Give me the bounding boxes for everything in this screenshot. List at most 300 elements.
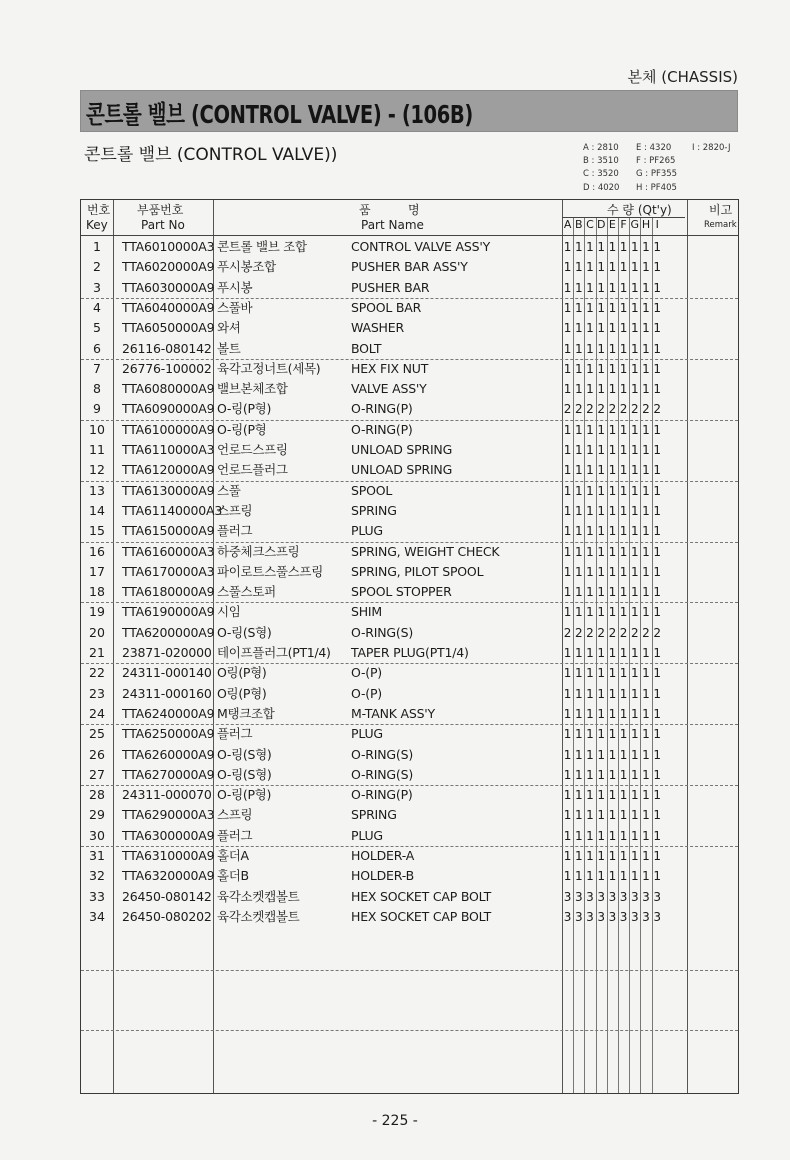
qty-cell: 1 xyxy=(619,788,628,803)
qty-cell: 1 xyxy=(597,443,605,457)
qty-cell: 1 xyxy=(630,788,639,803)
blank-separator xyxy=(81,1030,738,1031)
key-cell: 13 xyxy=(89,482,105,498)
table-row xyxy=(81,501,687,521)
part-name-en-cell: O-(P) xyxy=(351,665,382,681)
part-name-kr-cell: 푸시봉 xyxy=(217,279,253,295)
part-number-cell: TTA6290000A3 xyxy=(122,807,215,823)
qty-cell: 3 xyxy=(653,889,661,904)
qty-letter-header: E xyxy=(608,218,616,231)
part-name-kr-cell: 언로드스프링 xyxy=(217,442,288,457)
qty-cell: 1 xyxy=(563,260,572,275)
qty-cell: 1 xyxy=(630,341,639,356)
qty-cell: 3 xyxy=(597,889,605,904)
qty-cell: 1 xyxy=(619,747,628,762)
key-cell: 20 xyxy=(89,624,105,640)
legend-entry: I : 2820-J xyxy=(692,143,731,153)
part-name-kr-cell: 밸브본체조합 xyxy=(217,381,288,397)
qty-cell: 1 xyxy=(653,463,661,478)
qty-cell: 1 xyxy=(586,564,594,579)
qty-cell: 1 xyxy=(653,361,661,376)
qty-cell: 1 xyxy=(619,300,628,315)
table-row xyxy=(81,582,687,602)
qty-cell: 1 xyxy=(586,605,594,620)
qty-cell: 1 xyxy=(619,585,628,600)
qty-cell: 1 xyxy=(653,503,661,518)
qty-cell: 1 xyxy=(642,300,650,315)
qty-cell: 1 xyxy=(574,544,583,559)
table-row xyxy=(81,278,687,298)
part-name-kr-cell: 육각고정너트(세목) xyxy=(217,360,321,376)
qty-cell: 2 xyxy=(563,625,572,640)
qty-cell: 1 xyxy=(597,747,605,762)
qty-cell: 1 xyxy=(586,706,594,721)
table-row xyxy=(81,805,687,825)
qty-cell: 1 xyxy=(563,605,572,620)
qty-cell: 1 xyxy=(574,443,583,457)
qty-cell: 1 xyxy=(653,686,661,701)
legend-entry: B : 3510 xyxy=(583,156,619,167)
title-banner xyxy=(80,90,738,132)
part-number-cell: TTA6150000A9 xyxy=(122,523,215,539)
qty-cell: 1 xyxy=(619,706,628,721)
key-cell: 2 xyxy=(93,259,101,275)
part-number-cell: TTA6160000A3 xyxy=(122,543,215,559)
part-name-kr-cell: 육각소켓캡볼트 xyxy=(217,908,300,924)
part-number-cell: 24311-000160 xyxy=(122,685,212,701)
qty-cell: 1 xyxy=(597,321,605,336)
name-header-en: Part Name xyxy=(361,218,424,232)
table-row xyxy=(81,663,687,683)
remark-header-kr: 비고 xyxy=(709,203,733,217)
part-name-kr-cell: O-링(S형) xyxy=(217,766,272,782)
part-name-en-cell: SPRING, PILOT SPOOL xyxy=(351,563,484,579)
qty-cell: 1 xyxy=(586,361,594,376)
qty-cell: 1 xyxy=(642,706,650,721)
name-header-kr-1: 품 xyxy=(359,203,371,217)
qty-cell: 1 xyxy=(608,240,617,254)
qty-cell: 1 xyxy=(574,646,583,660)
qty-cell: 1 xyxy=(597,260,605,275)
qty-cell: 1 xyxy=(574,321,583,336)
qty-cell: 1 xyxy=(630,382,639,397)
qty-cell: 1 xyxy=(630,544,639,559)
qty-cell: 1 xyxy=(653,727,661,742)
qty-cell: 1 xyxy=(653,300,661,315)
qty-cell: 1 xyxy=(619,564,628,579)
legend-entry: D : 4020 xyxy=(583,182,620,193)
qty-cell: 1 xyxy=(608,788,617,803)
qty-cell: 1 xyxy=(586,300,594,315)
part-name-kr-cell: 와셔 xyxy=(217,320,241,336)
qty-cell: 1 xyxy=(642,808,650,823)
qty-cell: 1 xyxy=(608,727,617,742)
qty-cell: 2 xyxy=(563,402,572,417)
qty-cell: 1 xyxy=(642,382,650,397)
qty-cell: 1 xyxy=(642,240,650,254)
qty-cell: 1 xyxy=(630,666,639,681)
part-name-en-cell: HEX SOCKET CAP BOLT xyxy=(351,888,492,904)
part-number-cell: TTA6320000A9 xyxy=(122,868,215,884)
qty-cell: 1 xyxy=(563,382,572,397)
part-name-kr-cell: 육각소켓캡볼트 xyxy=(217,888,300,904)
qty-cell: 1 xyxy=(653,747,661,762)
part-name-en-cell: PLUG xyxy=(351,726,383,742)
key-cell: 31 xyxy=(89,848,105,863)
key-cell: 19 xyxy=(89,604,105,620)
qty-cell: 1 xyxy=(608,503,617,518)
header-divider xyxy=(81,235,738,236)
qty-cell: 1 xyxy=(586,382,594,397)
qty-cell: 1 xyxy=(574,727,583,742)
key-cell: 17 xyxy=(89,563,105,579)
qty-cell: 1 xyxy=(574,869,583,884)
part-name-en-cell: SPRING xyxy=(351,502,397,518)
part-name-en-cell: SPOOL STOPPER xyxy=(351,584,452,600)
qty-cell: 1 xyxy=(608,686,617,701)
qty-cell: 1 xyxy=(586,524,594,539)
table-row xyxy=(81,684,687,704)
part-number-cell: 26450-080202 xyxy=(122,908,212,924)
key-cell: 12 xyxy=(89,462,105,478)
qty-cell: 1 xyxy=(642,483,650,498)
qty-cell: 1 xyxy=(563,443,572,457)
qty-cell: 1 xyxy=(597,605,605,620)
qty-cell: 1 xyxy=(608,321,617,336)
qty-cell: 1 xyxy=(619,524,628,539)
qty-cell: 1 xyxy=(642,503,650,518)
qty-cell: 1 xyxy=(653,849,661,863)
qty-cell: 1 xyxy=(563,727,572,742)
qty-cell: 1 xyxy=(642,463,650,478)
table-row xyxy=(81,339,687,359)
qty-cell: 3 xyxy=(630,909,639,924)
qty-cell: 1 xyxy=(574,686,583,701)
part-name-kr-cell: M탱크조합 xyxy=(217,705,275,721)
qty-cell: 1 xyxy=(642,564,650,579)
group-separator xyxy=(81,724,738,725)
part-name-kr-cell: 하중체크스프링 xyxy=(217,543,300,559)
table-row xyxy=(81,440,687,460)
part-number-cell: TTA6190000A9 xyxy=(122,604,215,620)
qty-cell: 1 xyxy=(619,280,628,295)
part-number-cell: 23871-020000 xyxy=(122,645,212,660)
qty-cell: 1 xyxy=(586,727,594,742)
qty-cell: 1 xyxy=(563,828,572,843)
qty-cell: 3 xyxy=(619,909,628,924)
table-row xyxy=(81,887,687,907)
key-cell: 28 xyxy=(89,787,105,803)
qty-cell: 2 xyxy=(608,625,617,640)
part-number-cell: TTA6180000A9 xyxy=(122,584,215,600)
part-number-cell: TTA6170000A3 xyxy=(122,563,215,579)
qty-cell: 3 xyxy=(586,889,594,904)
qty-cell: 1 xyxy=(653,869,661,884)
key-cell: 26 xyxy=(89,746,105,762)
qty-cell: 1 xyxy=(653,706,661,721)
legend-entry: A : 2810 xyxy=(583,143,619,153)
part-name-kr-cell: O-링(P형) xyxy=(217,787,272,803)
qty-cell: 1 xyxy=(563,788,572,803)
qty-cell: 1 xyxy=(608,869,617,884)
qty-cell: 1 xyxy=(608,341,617,356)
key-cell: 10 xyxy=(89,421,105,437)
qty-cell: 3 xyxy=(608,909,617,924)
qty-cell: 1 xyxy=(608,828,617,843)
qty-cell: 2 xyxy=(597,402,605,417)
key-cell: 11 xyxy=(89,442,105,457)
qty-cell: 1 xyxy=(630,747,639,762)
key-cell: 4 xyxy=(93,299,101,315)
qty-cell: 1 xyxy=(653,422,661,437)
part-name-kr-cell: O링(P형) xyxy=(217,665,267,681)
qty-cell: 2 xyxy=(619,402,628,417)
qty-cell: 1 xyxy=(563,767,572,782)
qty-cell: 1 xyxy=(586,483,594,498)
qty-cell: 1 xyxy=(608,483,617,498)
qty-cell: 1 xyxy=(630,767,639,782)
qty-cell: 1 xyxy=(642,524,650,539)
qty-cell: 1 xyxy=(574,828,583,843)
qty-cell: 1 xyxy=(619,382,628,397)
part-number-cell: TTA6250000A9 xyxy=(122,726,215,742)
qty-cell: 1 xyxy=(608,646,617,660)
qty-cell: 1 xyxy=(619,767,628,782)
qty-cell: 1 xyxy=(619,260,628,275)
qty-cell: 1 xyxy=(630,808,639,823)
qty-cell: 1 xyxy=(563,849,572,863)
qty-cell: 1 xyxy=(574,463,583,478)
key-cell: 34 xyxy=(89,908,105,924)
part-name-kr-cell: 스풀스토퍼 xyxy=(217,584,276,600)
qty-cell: 1 xyxy=(619,463,628,478)
qty-cell: 1 xyxy=(574,483,583,498)
qty-cell: 1 xyxy=(619,483,628,498)
qty-cell: 1 xyxy=(653,666,661,681)
part-name-en-cell: PLUG xyxy=(351,827,383,843)
part-number-cell: TTA6310000A9 xyxy=(122,848,215,863)
table-row xyxy=(81,379,687,399)
qty-cell: 1 xyxy=(630,240,639,254)
section-label: 본체 (CHASSIS) xyxy=(627,68,738,86)
qty-cell: 1 xyxy=(608,767,617,782)
part-name-en-cell: M-TANK ASS'Y xyxy=(351,705,435,721)
part-name-en-cell: O-RING(S) xyxy=(351,624,413,640)
part-name-en-cell: HOLDER-A xyxy=(351,848,415,863)
qty-cell: 1 xyxy=(653,382,661,397)
qty-cell: 1 xyxy=(586,240,594,254)
part-number-cell: TTA6050000A9 xyxy=(122,320,215,336)
qty-cell: 1 xyxy=(642,361,650,376)
qty-cell: 1 xyxy=(574,564,583,579)
qty-cell: 1 xyxy=(563,361,572,376)
qty-cell: 1 xyxy=(619,727,628,742)
qty-cell: 2 xyxy=(642,625,650,640)
qty-cell: 1 xyxy=(574,361,583,376)
model-legend-col-2 xyxy=(636,142,677,195)
qty-cell: 1 xyxy=(642,443,650,457)
qty-cell: 1 xyxy=(619,869,628,884)
qty-cell: 1 xyxy=(586,828,594,843)
table-row xyxy=(81,704,687,724)
part-number-cell: TTA6110000A3 xyxy=(122,442,215,457)
table-row xyxy=(81,623,687,643)
qty-cell: 1 xyxy=(630,422,639,437)
qty-cell: 1 xyxy=(653,605,661,620)
qty-cell: 1 xyxy=(642,686,650,701)
key-cell: 22 xyxy=(89,665,105,681)
qty-cell: 3 xyxy=(563,909,572,924)
qty-cell: 1 xyxy=(597,280,605,295)
qty-cell: 1 xyxy=(597,483,605,498)
part-name-en-cell: CONTROL VALVE ASS'Y xyxy=(351,239,491,254)
part-name-kr-cell: O-링(P형 xyxy=(217,421,267,437)
table-row xyxy=(81,318,687,338)
qty-cell: 1 xyxy=(586,686,594,701)
part-number-cell: TTA6080000A9 xyxy=(122,381,215,397)
part-name-en-cell: SPOOL BAR xyxy=(351,299,422,315)
qty-cell: 1 xyxy=(586,666,594,681)
qty-cell: 1 xyxy=(563,300,572,315)
qty-letter-header: D xyxy=(596,218,606,231)
qty-cell: 1 xyxy=(574,422,583,437)
qty-cell: 1 xyxy=(597,828,605,843)
qty-cell: 1 xyxy=(563,483,572,498)
table-row xyxy=(81,257,687,277)
qty-cell: 1 xyxy=(574,260,583,275)
qty-cell: 1 xyxy=(574,341,583,356)
qty-cell: 1 xyxy=(586,585,594,600)
qty-cell: 1 xyxy=(586,260,594,275)
name-header-kr-2: 명 xyxy=(408,203,420,217)
qty-cell: 1 xyxy=(630,686,639,701)
qty-cell: 1 xyxy=(563,808,572,823)
part-name-en-cell: SPRING, WEIGHT CHECK xyxy=(351,543,500,559)
qty-cell: 1 xyxy=(586,808,594,823)
part-number-cell: TTA6010000A3 xyxy=(122,239,215,254)
qty-cell: 1 xyxy=(563,280,572,295)
remark-header-en: Remark xyxy=(704,220,737,230)
qty-cell: 1 xyxy=(642,727,650,742)
qty-cell: 1 xyxy=(619,686,628,701)
qty-cell: 3 xyxy=(574,909,583,924)
part-name-en-cell: SPRING xyxy=(351,807,397,823)
table-row xyxy=(81,562,687,582)
qty-cell: 1 xyxy=(574,666,583,681)
table-row xyxy=(81,826,687,846)
part-number-cell: TTA6300000A9 xyxy=(122,827,215,843)
part-name-kr-cell: 플러그 xyxy=(217,827,253,843)
qty-cell: 1 xyxy=(619,341,628,356)
qty-cell: 1 xyxy=(653,240,661,254)
qty-cell: 1 xyxy=(619,361,628,376)
table-row xyxy=(81,399,687,419)
part-name-kr-cell: 콘트롤 밸브 조합 xyxy=(217,239,307,254)
part-number-cell: TTA6040000A9 xyxy=(122,299,215,315)
part-name-en-cell: O-RING(P) xyxy=(351,787,413,803)
column-divider xyxy=(687,200,688,1093)
key-cell: 18 xyxy=(89,584,105,600)
qty-cell: 3 xyxy=(630,889,639,904)
key-cell: 24 xyxy=(89,705,105,721)
qty-cell: 1 xyxy=(608,544,617,559)
table-row xyxy=(81,643,687,663)
qty-cell: 1 xyxy=(619,503,628,518)
qty-cell: 1 xyxy=(608,666,617,681)
legend-entry: C : 3520 xyxy=(583,169,619,180)
qty-cell: 1 xyxy=(563,666,572,681)
qty-cell: 1 xyxy=(574,240,583,254)
qty-cell: 2 xyxy=(653,625,661,640)
part-number-cell: 24311-000070 xyxy=(122,787,212,803)
key-cell: 21 xyxy=(89,645,105,660)
qty-cell: 1 xyxy=(653,828,661,843)
qty-cell: 1 xyxy=(642,605,650,620)
part-name-en-cell: SHIM xyxy=(351,604,383,620)
qty-cell: 3 xyxy=(563,889,572,904)
qty-cell: 1 xyxy=(630,727,639,742)
qty-cell: 1 xyxy=(563,341,572,356)
group-separator xyxy=(81,846,738,847)
qty-cell: 1 xyxy=(597,240,605,254)
qty-cell: 1 xyxy=(642,280,650,295)
part-name-kr-cell: 테이프플러그(PT1/4) xyxy=(217,645,331,660)
group-separator xyxy=(81,542,738,543)
qty-cell: 1 xyxy=(630,706,639,721)
qty-cell: 1 xyxy=(608,382,617,397)
part-name-en-cell: PLUG xyxy=(351,523,383,539)
partno-header-en: Part No xyxy=(141,218,185,232)
qty-cell: 1 xyxy=(630,321,639,336)
part-number-cell: TTA61140000A3 xyxy=(122,502,223,518)
qty-cell: 1 xyxy=(586,341,594,356)
part-name-kr-cell: 파이로트스풀스프링 xyxy=(217,563,323,579)
part-name-en-cell: PUSHER BAR xyxy=(351,279,430,295)
qty-letter-header: B xyxy=(575,218,583,231)
legend-entry: H : PF405 xyxy=(636,182,677,193)
qty-cell: 1 xyxy=(608,300,617,315)
table-row xyxy=(81,420,687,440)
key-cell: 30 xyxy=(89,827,105,843)
qty-cell: 1 xyxy=(597,646,605,660)
part-number-cell: TTA6130000A9 xyxy=(122,482,215,498)
qty-cell: 1 xyxy=(642,422,650,437)
part-name-kr-cell: 스풀 xyxy=(217,482,241,498)
qty-cell: 1 xyxy=(653,564,661,579)
qty-cell: 1 xyxy=(563,564,572,579)
part-name-kr-cell: 플러그 xyxy=(217,523,253,539)
qty-cell: 1 xyxy=(597,524,605,539)
qty-cell: 1 xyxy=(630,443,639,457)
part-number-cell: TTA6100000A9 xyxy=(122,421,215,437)
part-name-en-cell: UNLOAD SPRING xyxy=(351,462,453,478)
qty-cell: 1 xyxy=(563,321,572,336)
part-number-cell: TTA6240000A9 xyxy=(122,705,215,721)
group-separator xyxy=(81,785,738,786)
part-number-cell: TTA6120000A9 xyxy=(122,462,215,478)
table-row xyxy=(81,237,687,257)
part-name-kr-cell: O-링(P형) xyxy=(217,401,272,417)
qty-cell: 1 xyxy=(608,564,617,579)
qty-cell: 2 xyxy=(608,402,617,417)
part-name-en-cell: UNLOAD SPRING xyxy=(351,442,453,457)
key-cell: 29 xyxy=(89,807,105,823)
qty-cell: 1 xyxy=(653,808,661,823)
key-cell: 15 xyxy=(89,523,105,539)
qty-cell: 1 xyxy=(608,422,617,437)
part-name-kr-cell: O-링(S형) xyxy=(217,624,272,640)
qty-cell: 1 xyxy=(642,544,650,559)
